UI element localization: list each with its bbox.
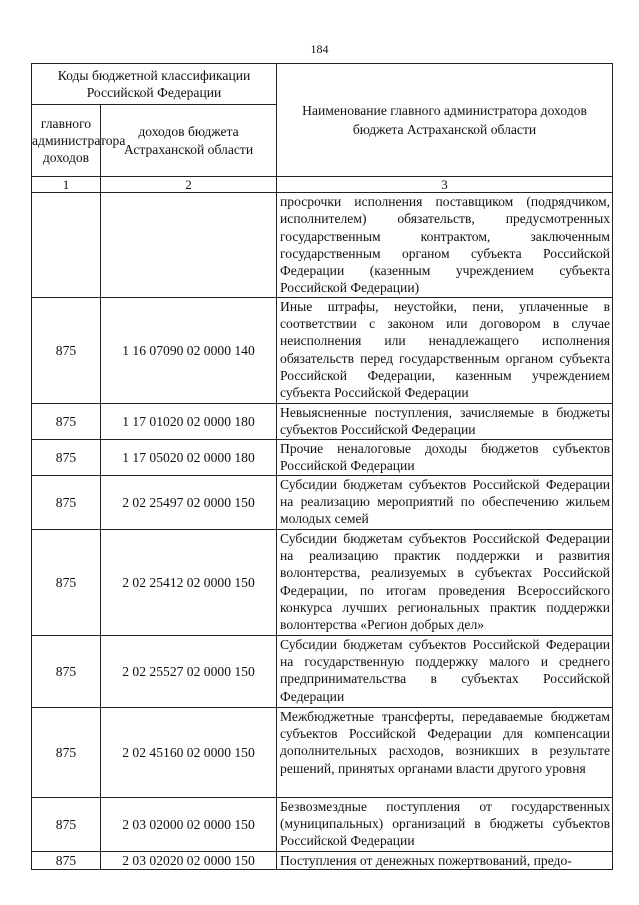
column-number-3: 3 [277, 177, 613, 193]
revenue-code-cell: 2 02 25527 02 0000 150 [101, 635, 277, 707]
table-row [32, 797, 613, 851]
admin-code-cell: 875 [32, 475, 101, 529]
header-name-column: Наименование главного администратора доходов бюджета Астраханской области [277, 64, 613, 177]
revenue-code-cell: 1 17 05020 02 0000 180 [101, 439, 277, 475]
admin-code-cell [32, 193, 101, 298]
table-row [32, 439, 613, 475]
table-row [32, 403, 613, 439]
revenue-name-cell: Безвозмездные поступления от государственных (муниципальных) организаций в бюджеты субъектов Российской Федерации [277, 797, 613, 851]
header-row-1 [32, 64, 613, 105]
revenue-code-cell: 1 16 07090 02 0000 140 [101, 297, 277, 403]
admin-code-cell: 875 [32, 635, 101, 707]
table-row [32, 475, 613, 529]
column-number-2: 2 [101, 177, 277, 193]
table-row [32, 635, 613, 707]
revenue-name-cell: Прочие неналоговые доходы бюджетов субъектов Российской Федерации [277, 439, 613, 475]
revenue-code-cell: 2 03 02000 02 0000 150 [101, 797, 277, 851]
header-revenue-code: доходов бюджета Астраханской области [101, 105, 277, 177]
admin-code-cell: 875 [32, 851, 101, 869]
header-admin-code: главного администратора доходов [32, 105, 101, 177]
revenue-code-cell: 2 02 25497 02 0000 150 [101, 475, 277, 529]
admin-code-cell: 875 [32, 797, 101, 851]
page-number: 184 [310, 42, 329, 56]
revenue-code-cell: 2 02 45160 02 0000 150 [101, 707, 277, 797]
column-number-row [32, 177, 613, 193]
revenue-name-cell: Невыясненные поступления, зачисляемые в бюджеты субъектов Российской Федерации [277, 403, 613, 439]
revenue-name-cell: Межбюджетные трансферты, передаваемые бюджетам субъектов Российской Федерации для компенсации дополнительных расходов, возникших в результате решений, принятых органами власти другого уровня [277, 707, 613, 797]
table-row [32, 529, 613, 635]
revenue-name-cell: Иные штрафы, неустойки, пени, уплаченные в соответствии с законом или договором в случае неисполнения или ненадлежащего исполнения обязательств перед государственным органом субъекта Российской Федерации, казенным учреждением субъекта Российской Федерации [277, 297, 613, 403]
table-row [32, 193, 613, 298]
revenue-name-cell: Субсидии бюджетам субъектов Российской Федерации на реализацию практик поддержки и развития волонтерства, реализуемых в субъектах Российской Федерации, по итогам проведения Всероссийского конкурса лучших региональных практик поддержки волонтерства «Регион добрых дел» [277, 529, 613, 635]
revenue-name-cell: Субсидии бюджетам субъектов Российской Федерации на государственную поддержку малого и среднего предпринимательства в субъектах Российской Федерации [277, 635, 613, 707]
table-row [32, 297, 613, 403]
admin-code-cell: 875 [32, 529, 101, 635]
admin-code-cell: 875 [32, 707, 101, 797]
admin-code-cell: 875 [32, 297, 101, 403]
revenue-code-cell [101, 193, 277, 298]
table-row [32, 707, 613, 797]
revenue-code-cell: 2 03 02020 02 0000 150 [101, 851, 277, 869]
revenue-code-cell: 1 17 01020 02 0000 180 [101, 403, 277, 439]
revenue-name-cell: просрочки исполнения поставщиком (подрядчиком, исполнителем) обязательств, предусмотренных государственным контрактом, заключенным государственным органом субъекта Российской Федерации (казенным учреждением субъекта Российской Федерации) [277, 193, 613, 298]
revenue-name-cell: Поступления от денежных пожертвований, предо- [277, 851, 613, 869]
header-codes-group: Коды бюджетной классификации Российской Федерации [32, 64, 277, 105]
admin-code-cell: 875 [32, 403, 101, 439]
admin-code-cell: 875 [32, 439, 101, 475]
table-row [32, 851, 613, 869]
column-number-1: 1 [32, 177, 101, 193]
revenue-code-cell: 2 02 25412 02 0000 150 [101, 529, 277, 635]
revenue-name-cell: Субсидии бюджетам субъектов Российской Федерации на реализацию мероприятий по обеспечению жильем молодых семей [277, 475, 613, 529]
budget-revenue-table [31, 63, 613, 870]
